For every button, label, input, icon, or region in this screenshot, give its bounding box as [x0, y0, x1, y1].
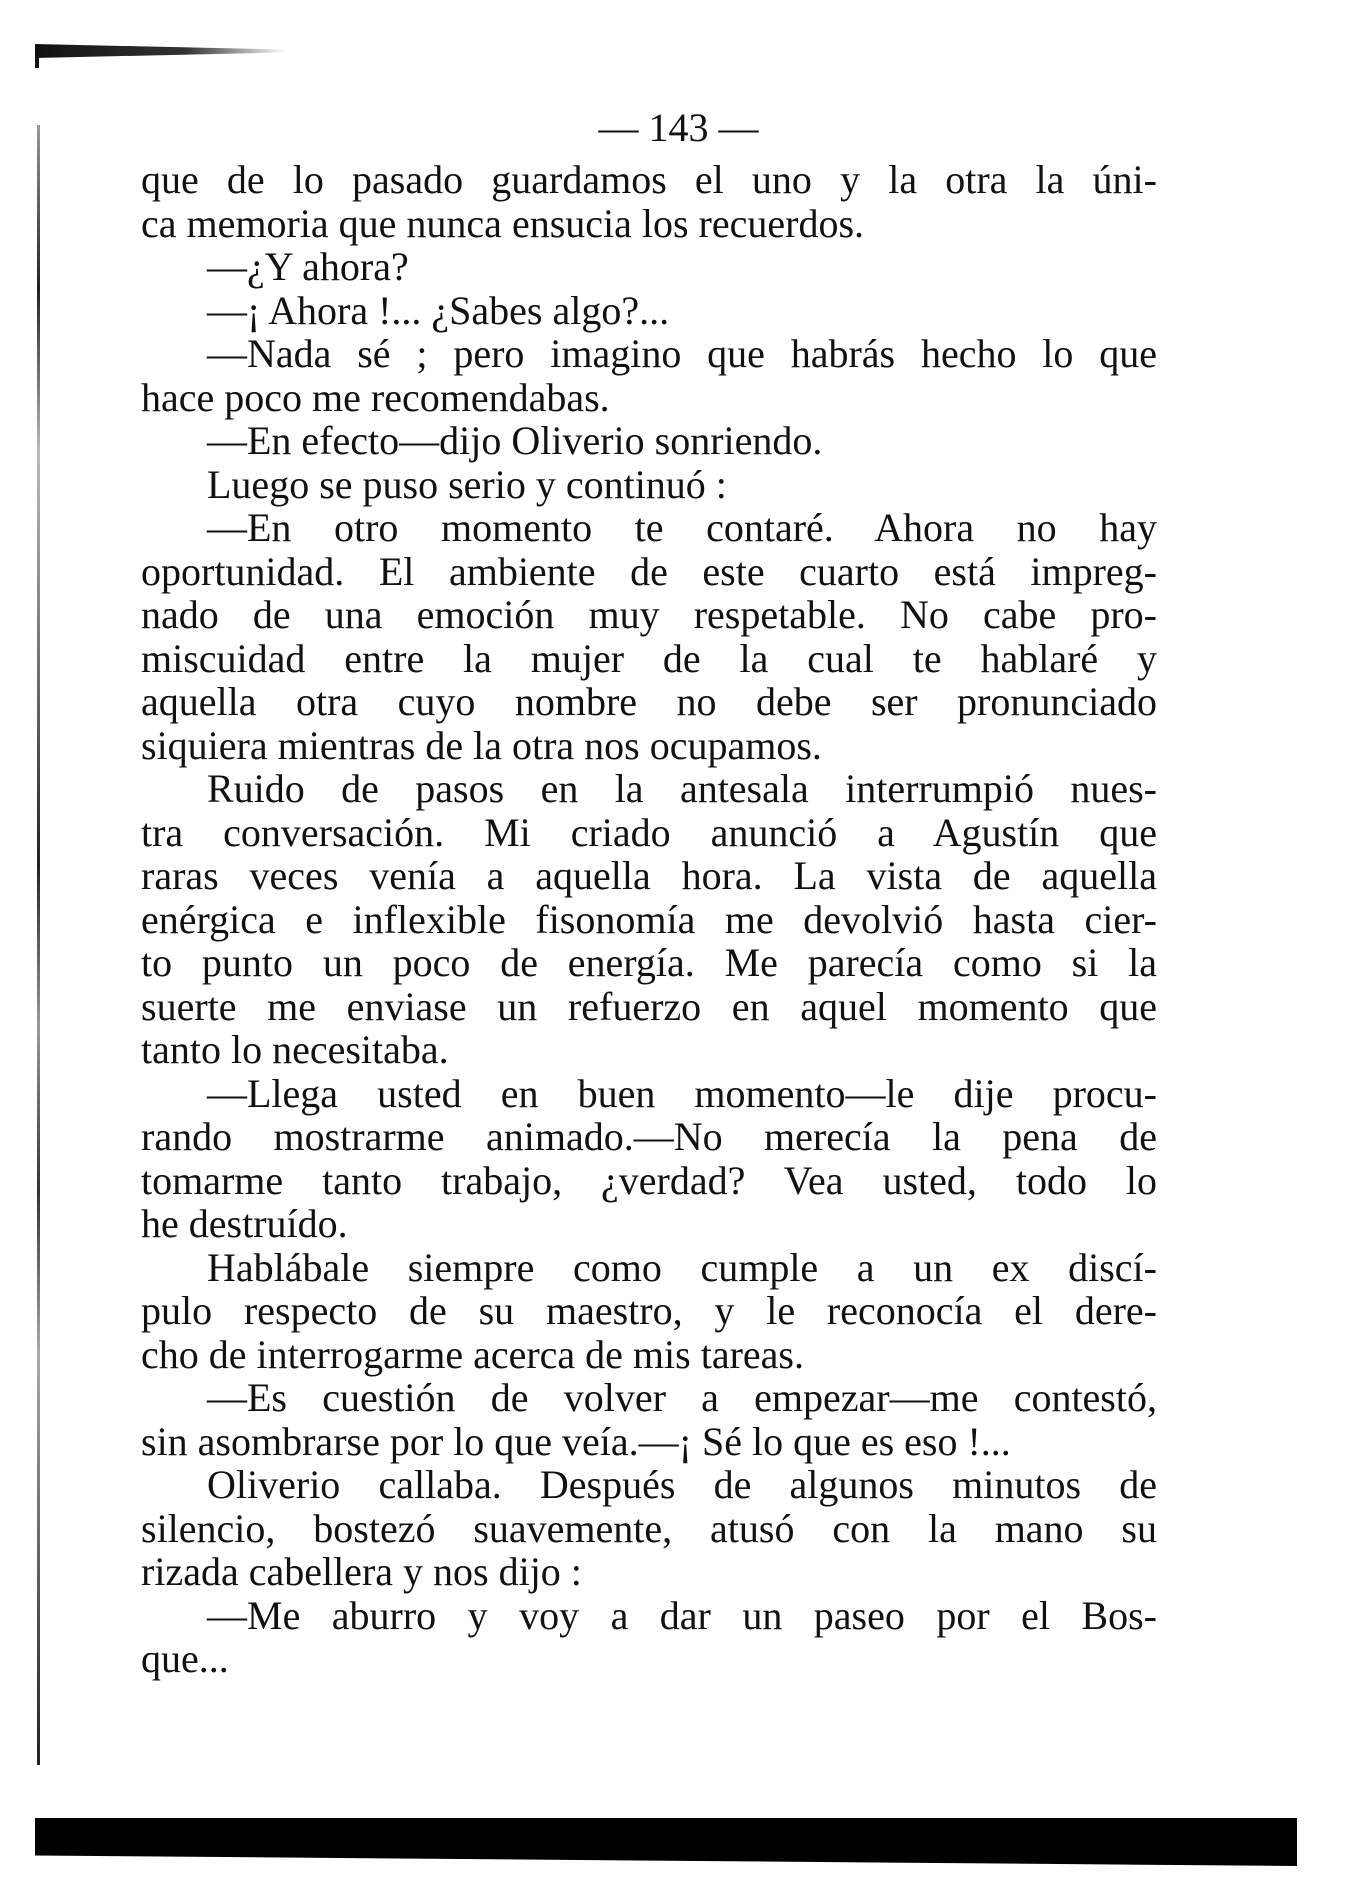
- text-line: que...: [141, 1636, 229, 1681]
- text-line: Luego se puso serio y continuó :: [207, 461, 727, 507]
- text-line: oportunidad. El ambiente de este cuarto está impreg-: [141, 548, 1157, 594]
- text-line: —¿Y ahora?: [207, 244, 409, 289]
- text-line: tanto lo necesitaba.: [141, 1027, 449, 1072]
- scan-bottom-edge: [35, 1818, 1297, 1866]
- text-line: silencio, bostezó suavemente, atusó con la mano su: [141, 1505, 1157, 1551]
- text-line: tra conversación. Mi criado anunció a Agustín que: [141, 809, 1157, 855]
- body-text: [141, 158, 1157, 1681]
- text-line: Oliverio callaba. Después de algunos minutos de: [207, 1462, 1157, 1507]
- page-number: — 143 —: [598, 105, 759, 150]
- text-line: —¡ Ahora !... ¿Sabes algo?...: [207, 287, 670, 333]
- text-line: rizada cabellera y nos dijo :: [141, 1549, 582, 1594]
- text-line: —Llega usted en buen momento—le dije procu-: [207, 1070, 1157, 1116]
- text-line: miscuidad entre la mujer de la cual te hablaré y: [141, 635, 1157, 681]
- scan-edge-mark: [35, 44, 287, 58]
- text-line: pulo respecto de su maestro, y le reconocía el dere-: [141, 1288, 1157, 1333]
- text-line: raras veces venía a aquella hora. La vista de aquella: [141, 853, 1157, 898]
- text-line: —En otro momento te contaré. Ahora no hay: [207, 505, 1157, 550]
- text-line: Hablábale siempre como cumple a un ex discí-: [207, 1244, 1157, 1290]
- text-line: que de lo pasado guardamos el uno y la otra la úni-: [141, 157, 1157, 202]
- text-line: tomarme tanto trabajo, ¿verdad? Vea usted, todo lo: [141, 1157, 1157, 1203]
- text-line: enérgica e inflexible fisonomía me devolvió hasta cier-: [141, 896, 1157, 942]
- text-line: hace poco me recomendabas.: [141, 374, 610, 420]
- text-line: aquella otra cuyo nombre no debe ser pronunciado: [141, 679, 1157, 724]
- text-line: to punto un poco de energía. Me parecía como si la: [141, 940, 1157, 985]
- scan-binding-edge: [37, 125, 40, 1765]
- text-line: Ruido de pasos en la antesala interrumpió nues-: [207, 766, 1157, 811]
- text-line: suerte me enviase un refuerzo en aquel momento que: [141, 983, 1157, 1029]
- text-line: —En efecto—dijo Oliverio sonriendo.: [207, 418, 823, 463]
- text-line: —Nada sé ; pero imagino que habrás hecho lo que: [207, 331, 1157, 376]
- text-line: sin asombrarse por lo que veía.—¡ Sé lo que es eso !...: [141, 1418, 1011, 1464]
- text-line: cho de interrogarme acerca de mis tareas.: [141, 1331, 804, 1377]
- scan-edge-mark-tick: [35, 50, 39, 68]
- text-line: —Me aburro y voy a dar un paseo por el Bos-: [207, 1592, 1157, 1638]
- text-line: he destruído.: [141, 1201, 348, 1246]
- text-line: siquiera mientras de la otra nos ocupamos.: [141, 722, 822, 768]
- text-line: rando mostrarme animado.—No merecía la pena de: [141, 1114, 1157, 1159]
- text-line: —Es cuestión de volver a empezar—me contestó,: [207, 1375, 1157, 1420]
- text-line: nado de una emoción muy respetable. No cabe pro-: [141, 592, 1157, 637]
- text-line: ca memoria que nunca ensucia los recuerdos.: [141, 200, 865, 246]
